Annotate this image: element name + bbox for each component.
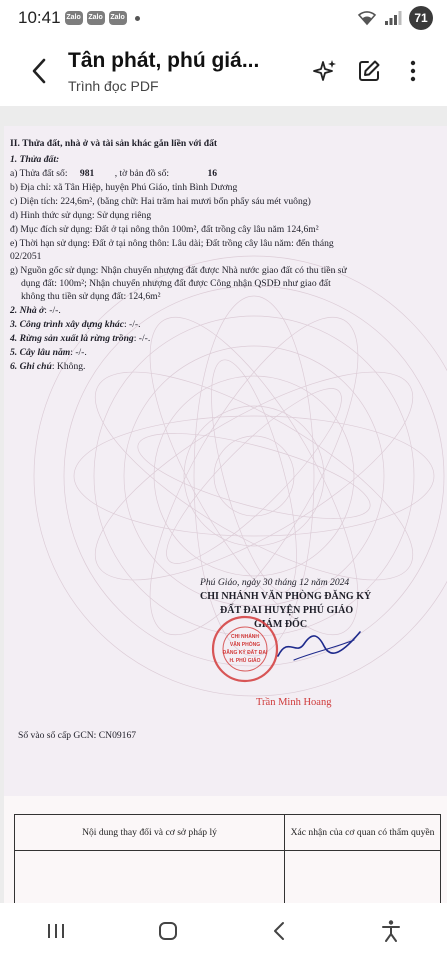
house-line [10, 305, 61, 316]
area-line: c) Diện tích: 224,6m², (bằng chữ: Hai trăm hai mươi bốn phẩy sáu mét vuông) [10, 196, 311, 207]
note-label: 6. Ghi chú [10, 361, 52, 372]
registry-number: Số vào sổ cấp GCN: CN09167 [18, 730, 137, 741]
office-name-line1: CHI NHÁNH VĂN PHÒNG ĐĂNG KÝ [200, 591, 372, 602]
map-number: 16 [207, 168, 218, 179]
pdf-viewer[interactable] [0, 106, 447, 903]
forest-line [10, 333, 150, 344]
term-line: e) Thời hạn sử dụng: Đất ở tại nông thôn: Lâu dài; Đất trồng cây lâu năm: đến tháng [10, 238, 334, 249]
more-vert-icon [410, 60, 416, 82]
construction-label: 3. Công trình xây dựng khác [10, 319, 124, 330]
signature [274, 626, 364, 666]
document-title: Tân phát, phú giá... [68, 48, 260, 72]
forest-value: : -/-. [133, 333, 151, 344]
house-value: : -/-. [44, 305, 61, 316]
battery-indicator: 71 [409, 6, 433, 30]
section-heading: II. Thửa đất, nhà ở và tài sản khác gắn liền với đất [10, 138, 218, 149]
origin-line: g) Nguồn gốc sử dụng: Nhận chuyển nhượng đất được Nhà nước giao đất có thu tiền sử [10, 265, 347, 276]
system-back-button[interactable] [249, 911, 309, 951]
construction-line [10, 319, 141, 330]
back-arrow-icon [31, 58, 47, 84]
edit-icon [357, 59, 381, 83]
pdf-page [4, 796, 447, 903]
office-name-line2: ĐẤT ĐAI HUYỆN PHÚ GIÁO [220, 605, 354, 616]
clock: 10:41 [18, 8, 61, 27]
signal-icon [384, 10, 402, 26]
table-header-confirmation: Xác nhận của cơ quan có thẩm quyền [285, 815, 441, 851]
zalo-notification-icon: Zalo [87, 11, 105, 25]
navigation-bar [0, 903, 447, 959]
back-icon [272, 920, 286, 942]
construction-value: : -/-. [123, 319, 141, 330]
land-heading: 1. Thửa đất: [10, 154, 60, 165]
stamp-text: H. PHÚ GIÁO [229, 658, 261, 664]
parcel-label: a) Thửa đất số: [10, 168, 68, 179]
term-line-cont: 02/2051 [10, 251, 42, 262]
address-line: b) Địa chỉ: xã Tân Hiệp, huyện Phú Giáo, tỉnh Bình Dương [10, 182, 238, 193]
table-cell [285, 851, 441, 903]
sparkle-ai-icon [312, 58, 338, 84]
stamp-text: VĂN PHÒNG [229, 642, 261, 648]
changes-table [14, 814, 441, 903]
recent-apps-button[interactable] [26, 911, 86, 951]
sign-place-date: Phú Giáo, ngày 30 tháng 12 năm 2024 [200, 577, 350, 588]
more-options-button[interactable] [393, 51, 433, 91]
stamp-text: ĐĂNG KÝ ĐẤT ĐAI [222, 650, 268, 656]
stamp-text: CHI NHÁNH [230, 634, 260, 640]
forest-label: 4. Rừng sản xuất là rừng trồng [10, 333, 134, 344]
zalo-notification-icon: Zalo [65, 11, 83, 25]
home-button[interactable] [138, 911, 198, 951]
accessibility-button[interactable] [361, 911, 421, 951]
parcel-line [10, 168, 217, 179]
more-notifications-dot [135, 16, 140, 21]
director-title: GIÁM ĐỐC [254, 619, 308, 630]
purpose-line: đ) Mục đích sử dụng: Đất ở tại nông thôn 100m², đất trồng cây lâu năm 124,6m² [10, 224, 319, 235]
perennial-value: : -/-. [70, 347, 87, 358]
accessibility-icon [380, 919, 402, 943]
home-icon [157, 920, 179, 942]
ai-assistant-button[interactable] [305, 51, 345, 91]
house-label: 2. Nhà ở [10, 305, 45, 316]
table-header-changes: Nội dung thay đổi và cơ sở pháp lý [15, 815, 285, 851]
usage-form-line: d) Hình thức sử dụng: Sử dụng riêng [10, 210, 152, 221]
pdf-page [4, 126, 447, 861]
note-value: : Không. [51, 361, 86, 372]
official-stamp [210, 614, 280, 684]
origin-line-cont: không thu tiền sử dụng đất: 124,6m² [21, 291, 161, 302]
map-label: , tờ bản đồ số: [114, 168, 170, 179]
edit-button[interactable] [349, 51, 389, 91]
recent-apps-icon [45, 922, 67, 940]
origin-line-cont: dụng đất: 100m²; Nhận chuyển nhượng đất được Công nhận QSDĐ như giao đất [21, 278, 331, 289]
app-bar [0, 36, 447, 106]
signer-name: Trần Minh Hoang [256, 697, 332, 708]
parcel-number: 981 [79, 168, 95, 179]
note-line [10, 361, 85, 372]
guilloche-background [4, 126, 447, 861]
table-header-row [15, 815, 441, 851]
table-cell [15, 851, 285, 903]
wifi-icon [357, 10, 377, 26]
perennial-label: 5. Cây lâu năm [10, 347, 71, 358]
back-button[interactable] [16, 48, 62, 94]
status-bar [0, 0, 447, 36]
perennial-line [10, 347, 87, 358]
zalo-notification-icon: Zalo [109, 11, 127, 25]
table-row [15, 851, 441, 903]
viewer-subtitle: Trình đọc PDF [68, 77, 159, 94]
